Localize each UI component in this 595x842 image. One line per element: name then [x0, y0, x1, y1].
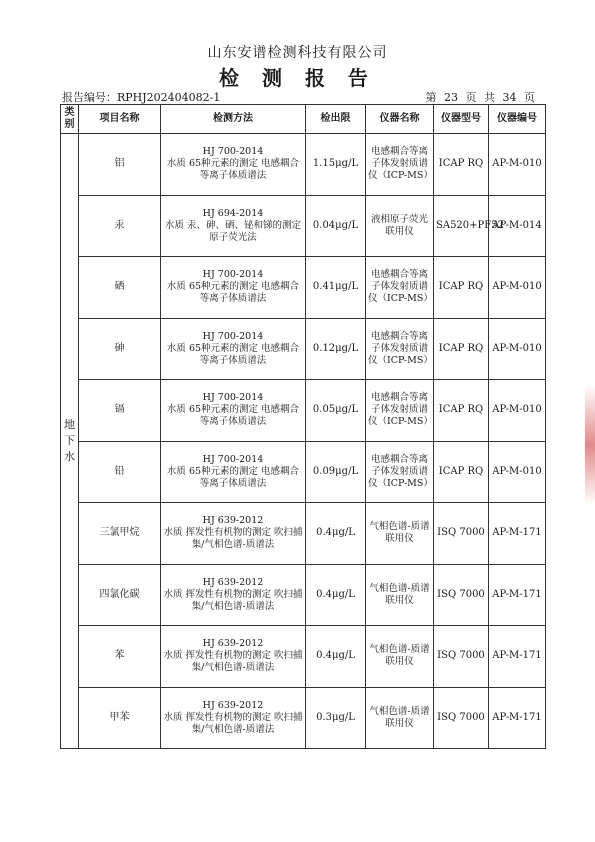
instrument-name: 气相色谱-质谱联用仪	[366, 626, 434, 688]
detection-limit: 0.4μg/L	[306, 503, 366, 565]
instrument-name: 电感耦合等离子体发射质谱仪（ICP-MS）	[366, 441, 434, 503]
test-methods-table	[60, 104, 546, 749]
detection-limit: 0.4μg/L	[306, 626, 366, 688]
table-row	[61, 441, 546, 503]
header-limit: 检出限	[306, 105, 366, 134]
table-row	[61, 380, 546, 442]
report-title: 检 测 报 告	[219, 66, 376, 90]
instrument-number: AP-M-010	[489, 257, 546, 319]
instrument-model: SA520+PF52	[434, 195, 489, 257]
instrument-model: ICAP RQ	[434, 441, 489, 503]
method-code: HJ 639-2012	[202, 576, 264, 588]
item-name: 硒	[79, 257, 161, 319]
method-cell	[161, 134, 306, 196]
table-row	[61, 318, 546, 380]
report-number	[62, 89, 220, 105]
instrument-model: ISQ 7000	[434, 564, 489, 626]
table-header-row	[61, 105, 546, 134]
header-category: 类别	[61, 105, 79, 134]
header-item: 项目名称	[79, 105, 161, 134]
method-code: HJ 700-2014	[202, 330, 264, 342]
instrument-number: AP-M-010	[489, 380, 546, 442]
instrument-name: 气相色谱-质谱联用仪	[366, 564, 434, 626]
seal-stamp-edge	[585, 385, 595, 505]
table-row	[61, 195, 546, 257]
instrument-name: 液相原子荧光联用仪	[366, 195, 434, 257]
page-total: 34	[502, 91, 517, 104]
instrument-number: AP-M-014	[489, 195, 546, 257]
instrument-number: AP-M-171	[489, 687, 546, 749]
method-desc: 水质 挥发性有机物的测定 吹扫捕集/气相色谱-质谱法	[163, 527, 303, 551]
report-number-label: 报告编号：	[62, 91, 117, 104]
company-name: 山东安谱检测科技有限公司	[207, 45, 388, 61]
instrument-model: ICAP RQ	[434, 380, 489, 442]
detection-limit: 0.05μg/L	[306, 380, 366, 442]
item-name: 三氯甲烷	[79, 503, 161, 565]
page-label-ye2: 页	[524, 91, 535, 104]
detection-limit: 0.4μg/L	[306, 564, 366, 626]
method-cell	[161, 380, 306, 442]
method-cell	[161, 564, 306, 626]
table-row	[61, 687, 546, 749]
instrument-number: AP-M-010	[489, 134, 546, 196]
item-name: 铝	[79, 134, 161, 196]
method-code: HJ 700-2014	[202, 453, 264, 465]
category-cell: 地下水	[61, 134, 79, 749]
method-code: HJ 639-2012	[202, 699, 264, 711]
instrument-name: 电感耦合等离子体发射质谱仪（ICP-MS）	[366, 257, 434, 319]
instrument-model: ICAP RQ	[434, 134, 489, 196]
item-name: 砷	[79, 318, 161, 380]
header-method: 检测方法	[161, 105, 306, 134]
instrument-model: ISQ 7000	[434, 503, 489, 565]
method-code: HJ 639-2012	[202, 638, 264, 650]
item-name: 铅	[79, 441, 161, 503]
instrument-name: 电感耦合等离子体发射质谱仪（ICP-MS）	[366, 134, 434, 196]
page-label-gong: 共	[484, 91, 495, 104]
method-desc: 水质 汞、砷、硒、铋和锑的测定 原子荧光法	[164, 219, 302, 243]
method-cell	[161, 195, 306, 257]
instrument-model: ICAP RQ	[434, 318, 489, 380]
method-desc: 水质 挥发性有机物的测定 吹扫捕集/气相色谱-质谱法	[163, 650, 303, 674]
instrument-number: AP-M-171	[489, 503, 546, 565]
method-desc: 水质 挥发性有机物的测定 吹扫捕集/气相色谱-质谱法	[163, 588, 303, 612]
instrument-model: ISQ 7000	[434, 687, 489, 749]
method-cell	[161, 626, 306, 688]
method-code: HJ 639-2012	[202, 515, 264, 527]
table-row	[61, 503, 546, 565]
method-cell	[161, 441, 306, 503]
instrument-number: AP-M-171	[489, 626, 546, 688]
report-number-value: RPHJ202404082-1	[117, 91, 221, 104]
method-desc: 水质 65种元素的测定 电感耦合等离子体质谱法	[166, 404, 300, 428]
method-desc: 水质 65种元素的测定 电感耦合等离子体质谱法	[166, 465, 300, 489]
method-code: HJ 694-2014	[202, 207, 264, 219]
page-label-di: 第	[425, 91, 437, 104]
method-desc: 水质 65种元素的测定 电感耦合等离子体质谱法	[166, 281, 300, 305]
table-row	[61, 626, 546, 688]
method-desc: 水质 挥发性有机物的测定 吹扫捕集/气相色谱-质谱法	[163, 711, 303, 735]
method-cell	[161, 257, 306, 319]
instrument-model: ICAP RQ	[434, 257, 489, 319]
instrument-number: AP-M-010	[489, 318, 546, 380]
detection-limit: 0.09μg/L	[306, 441, 366, 503]
method-cell	[161, 318, 306, 380]
detection-limit: 0.41μg/L	[306, 257, 366, 319]
method-desc: 水质 65种元素的测定 电感耦合等离子体质谱法	[166, 342, 300, 366]
method-cell	[161, 687, 306, 749]
instrument-number: AP-M-010	[489, 441, 546, 503]
method-code: HJ 700-2014	[202, 146, 264, 158]
instrument-model: ISQ 7000	[434, 626, 489, 688]
instrument-name: 电感耦合等离子体发射质谱仪（ICP-MS）	[366, 380, 434, 442]
detection-limit: 0.12μg/L	[306, 318, 366, 380]
instrument-number: AP-M-171	[489, 564, 546, 626]
table-row	[61, 257, 546, 319]
table-row	[61, 134, 546, 196]
item-name: 甲苯	[79, 687, 161, 749]
detection-limit: 0.04μg/L	[306, 195, 366, 257]
item-name: 汞	[79, 195, 161, 257]
method-desc: 水质 65种元素的测定 电感耦合等离子体质谱法	[166, 158, 300, 182]
header-instrument: 仪器名称	[366, 105, 434, 134]
table-row	[61, 564, 546, 626]
instrument-name: 气相色谱-质谱联用仪	[366, 503, 434, 565]
item-name: 苯	[79, 626, 161, 688]
instrument-name: 气相色谱-质谱联用仪	[366, 687, 434, 749]
item-name: 镉	[79, 380, 161, 442]
header-number: 仪器编号	[489, 105, 546, 134]
page-indicator	[422, 89, 536, 105]
method-cell	[161, 503, 306, 565]
detection-limit: 0.3μg/L	[306, 687, 366, 749]
instrument-name: 电感耦合等离子体发射质谱仪（ICP-MS）	[366, 318, 434, 380]
page-current: 23	[444, 91, 458, 104]
method-code: HJ 700-2014	[202, 269, 264, 281]
page-label-ye: 页	[465, 91, 477, 104]
item-name: 四氯化碳	[79, 564, 161, 626]
header-model: 仪器型号	[434, 105, 489, 134]
method-code: HJ 700-2014	[202, 392, 264, 404]
detection-limit: 1.15μg/L	[306, 134, 366, 196]
